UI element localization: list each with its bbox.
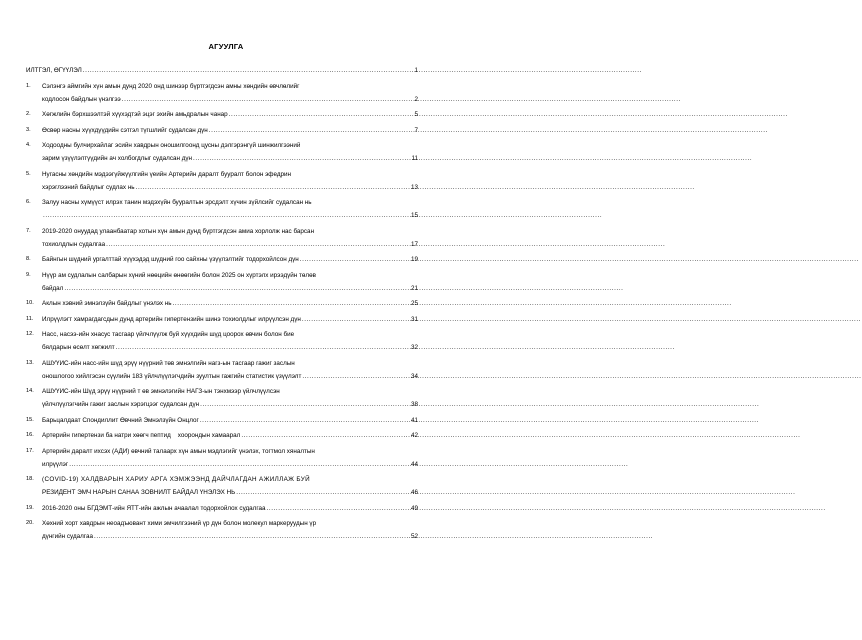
- toc-entry-number: 12.: [26, 331, 34, 337]
- toc-entry-text: (COVID-19) ХАЛДВАРЫН ХАРИУ АРГА ХЭМЖЭЭНД ДАЙЧЛАГДАН АЖИЛЛАЖ БУЙ: [42, 476, 310, 483]
- toc-entry-continuation[interactable]: [26, 398, 418, 411]
- toc-entry-text: Сэлэнгэ аймгийн хүн амын дунд 2020 онд шинээр бүртгэгдсэн амны хөндийн өвчлөлийг: [42, 82, 300, 90]
- toc-page-number: 19: [410, 256, 418, 263]
- toc-entry-number: 13.: [26, 359, 34, 366]
- toc-entry[interactable]: [26, 502, 418, 515]
- toc-entry-number: 15.: [26, 416, 34, 423]
- toc-entry-number: 14.: [26, 388, 34, 394]
- toc-page-number: 17: [410, 240, 418, 248]
- toc-entry-text: кодлосон байдлын үнэлгээ: [42, 95, 121, 103]
- toc-entry-text: дүнгийн судалгаа: [42, 533, 93, 540]
- toc-page-number: 42: [410, 432, 418, 439]
- dot-leader: [64, 282, 410, 295]
- toc-entry-continuation[interactable]: [26, 152, 418, 165]
- toc-entry-number: 20.: [26, 520, 34, 526]
- toc-entry[interactable]: [26, 168, 418, 181]
- toc-page-number: 15: [410, 212, 418, 219]
- dot-leader: [122, 93, 414, 106]
- toc-entry-number: 6.: [26, 199, 31, 205]
- toc-entry[interactable]: [26, 297, 418, 310]
- dot-leader: [173, 297, 410, 310]
- toc-entry-text: зарим үзүүлэлтүүдийн ач холбогдлыг судалсан дүн: [42, 155, 193, 162]
- toc-entry-text: Аклын хэвний эмнэлзүйн байдлыг үнэлэх нь: [42, 300, 172, 307]
- toc-entry-continuation[interactable]: [26, 370, 418, 383]
- toc-entry-continuation[interactable]: [26, 458, 418, 471]
- toc-entry-number: 5.: [26, 170, 31, 177]
- toc-entry-number: 4.: [26, 142, 31, 148]
- dot-leader: [200, 414, 410, 427]
- dot-leader: [94, 530, 410, 543]
- toc-page-number: 21: [410, 284, 418, 292]
- toc-entry[interactable]: [26, 357, 418, 370]
- toc-page-number: 7: [414, 126, 418, 134]
- toc-entry-text: Байнгын шүдний ургалттай хүүхэдэд шүдний гоо сайхны үзүүлэлтийг тодорхойлсон дүн: [42, 256, 299, 263]
- toc-entry-text: оношлогоо хийлгэсэн сүүлийн 183 үйлчлүүлэгчдийн зуултын гажгийн статистик үзүүлэлт: [42, 372, 302, 380]
- toc-entry[interactable]: [26, 313, 418, 326]
- page-title: АГУУЛГА: [208, 42, 244, 51]
- dot-leader: [106, 238, 410, 251]
- toc-page-number: 34: [410, 372, 418, 380]
- toc-entry-text: Артерийн даралт ихсэх (АДИ) өвчний талаарх хүн амын мэдлэгийг үнэлэх, тогтмол хяналтын: [42, 447, 315, 455]
- toc-page-number: 52: [410, 533, 418, 540]
- toc-entry[interactable]: [26, 196, 418, 209]
- toc-page-number: 25: [410, 300, 418, 307]
- toc-entry-continuation[interactable]: [26, 238, 418, 251]
- toc-entry-text: тохиолдлын судалгаа: [42, 240, 106, 248]
- toc-page-number: 49: [410, 504, 418, 512]
- toc-page-number: 11: [411, 155, 418, 162]
- toc-entry-continuation[interactable]: [26, 181, 418, 194]
- toc-entry[interactable]: [26, 414, 418, 427]
- toc-entry-text: 2019-2020 онуудад улаанбаатар хотын хүн амын дунд бүртгэгдсэн амиа хорлолж нас барсан: [42, 227, 315, 235]
- toc-page-number: 2: [414, 95, 418, 103]
- toc-page-number: 38: [410, 401, 418, 408]
- toc-entry-number: 10.: [26, 300, 34, 306]
- toc-entry-number: 19.: [26, 504, 34, 511]
- toc-entry-continuation[interactable]: [26, 282, 418, 295]
- toc-entry-text: Барьцалдаат Спондиллит Өвчний Эмнэлзүйн Онцлог: [42, 416, 199, 424]
- dot-leader: [200, 398, 410, 411]
- toc-entry[interactable]: [26, 80, 418, 93]
- toc-entry[interactable]: [26, 139, 418, 152]
- toc-page-number: 31: [410, 315, 418, 323]
- toc-entry-number: 16.: [26, 432, 34, 438]
- toc-page-number: 44: [410, 460, 418, 468]
- dot-leader: [136, 181, 410, 194]
- toc-entry-text: Хөгжлийн бэрхшээлтэй хүүхэдтэй эцэг эхийн амьдралын чанар: [42, 111, 228, 118]
- toc-entry-text: АШУҮИС-ийн Шүд эрүү нүүрний т өв эмнэлэгийн НАГЗ-ын тэнхмээр үйлчлүүлсэн: [42, 388, 280, 395]
- toc-entry[interactable]: [26, 124, 418, 137]
- toc-entry[interactable]: [26, 385, 418, 398]
- toc-entry-text: ИЛТГЭЛ, ӨГҮҮЛЭЛ: [26, 67, 82, 74]
- toc-entry-text: Өсвөр насны хүүхдүүдийн сэтгэл түгшлийг судалсан дүн: [42, 126, 208, 134]
- toc-entry-continuation[interactable]: [26, 530, 418, 543]
- dot-leader: [43, 209, 410, 222]
- dot-leader: [241, 429, 410, 442]
- toc-entry[interactable]: [26, 269, 418, 282]
- dot-leader: [69, 458, 410, 471]
- toc-entry-continuation[interactable]: [26, 209, 418, 222]
- toc-entry-text: бялдарын өсөлт хөгжилт: [42, 344, 115, 351]
- toc-entry-text: Ходоодны булчирхайлаг эсийн хавдрын оношилгоонд цусны дэлгэрэнгүй шинжилгээний: [42, 142, 301, 149]
- toc-entry-text: Хөхний хорт хавдрын неоадъювант хими эмчилгээний үр дүн болон молекул маркеруудын үр: [42, 520, 317, 527]
- toc-entry-text: РЕЗИДЕНТ ЭМЧ НАРЫН САНАА ЗОВНИЛТ БАЙДАЛ ҮНЭЛЭХ НЬ: [42, 489, 236, 496]
- dot-leader: [267, 502, 410, 515]
- toc-entry-text: байдал: [42, 284, 64, 292]
- dot-leader: [209, 124, 414, 137]
- toc-entry[interactable]: [26, 225, 418, 238]
- toc-entry-number: 3.: [26, 126, 31, 133]
- toc-entry-text: Илрүүлэгт хамрагдагсдын дунд артерийн гипертензийн шинэ тохиолдлыг илрүүлсэн дүн: [42, 315, 301, 323]
- dot-leader: [229, 108, 414, 121]
- toc-entry[interactable]: [26, 253, 418, 266]
- toc-entry-text: Насс, насээ-ийн хнасус тасгаар үйлчлүүлж буй хүүхдийн шүд цоорох өвчин болон бие: [42, 331, 295, 338]
- toc-entry[interactable]: [26, 445, 418, 458]
- table-of-contents: [26, 64, 418, 543]
- dot-leader: [83, 64, 414, 77]
- dot-leader: [300, 253, 410, 266]
- toc-entry-continuation[interactable]: [26, 486, 418, 499]
- toc-entry-text: Нүүр ам судлалын салбарын хүний нөөцийн өнөөгийн болон 2025 он хүртэлх ирээдүйн төлөв: [42, 271, 316, 279]
- toc-entry-number: 7.: [26, 227, 31, 234]
- toc-entry-text: 2016-2020 оны БГДЭМТ-ийн ЯТТ-ийн ажлын ачаалал тодорхойлох судалгаа: [42, 504, 266, 512]
- toc-entry-number: 9.: [26, 271, 31, 278]
- toc-entry-text: үйлчлүүлэгчийн гажиг заслын хэрэгцээг судалсан дүн: [42, 401, 200, 408]
- toc-entry-number: 2.: [26, 111, 31, 117]
- toc-entry-number: 17.: [26, 447, 34, 454]
- toc-entry-text: илрүүлэг: [42, 460, 69, 468]
- toc-entry[interactable]: [26, 517, 418, 530]
- toc-page-number: 5: [414, 111, 418, 118]
- toc-page-number: 1: [414, 67, 418, 74]
- toc-entry-text: Артерийн гипертензи ба натри хөөгч пептид хоорондын хамаарал: [42, 432, 241, 439]
- dot-leader: [193, 152, 410, 165]
- toc-entry-text: хэрэглээний байдлыг судлах нь: [42, 183, 135, 191]
- dot-leader: [302, 370, 410, 383]
- toc-page-number: 13: [410, 183, 418, 191]
- toc-entry[interactable]: [26, 429, 418, 442]
- toc-page-number: 32: [410, 344, 418, 351]
- toc-entry-text: Залуу насны хүмүүст илрэх танин мэдэхүйн бууралтын эрсдэлт хүчин зүйлсийг судалсан нь: [42, 199, 312, 206]
- toc-entry-number: 1.: [26, 82, 31, 89]
- toc-entry-text: АШУҮИС-ийн насс-ийн шүд эрүү нүүрний төв эмнэлгийн нагз-ын тасгаар гажиг заслын: [42, 359, 295, 367]
- dot-leader: [116, 341, 410, 354]
- toc-page-number: 46: [410, 489, 418, 496]
- dot-leader: [236, 486, 410, 499]
- dot-leader: [302, 313, 410, 326]
- toc-entry-continuation[interactable]: [26, 93, 418, 106]
- toc-entry[interactable]: [26, 473, 418, 486]
- toc-entry-number: 11.: [26, 315, 34, 322]
- toc-page-number: 41: [410, 416, 418, 424]
- toc-entry-number: 18.: [26, 476, 34, 482]
- toc-entry-number: 8.: [26, 256, 31, 262]
- toc-entry[interactable]: [26, 108, 418, 121]
- toc-entry[interactable]: [26, 328, 418, 341]
- toc-entry-continuation[interactable]: [26, 341, 418, 354]
- toc-entry-text: Нугасны хөндийн мэдээгүйжүүлгийн үеийн Артерийн даралт бууралт болон эфедрин: [42, 170, 292, 178]
- toc-entry[interactable]: [26, 64, 418, 77]
